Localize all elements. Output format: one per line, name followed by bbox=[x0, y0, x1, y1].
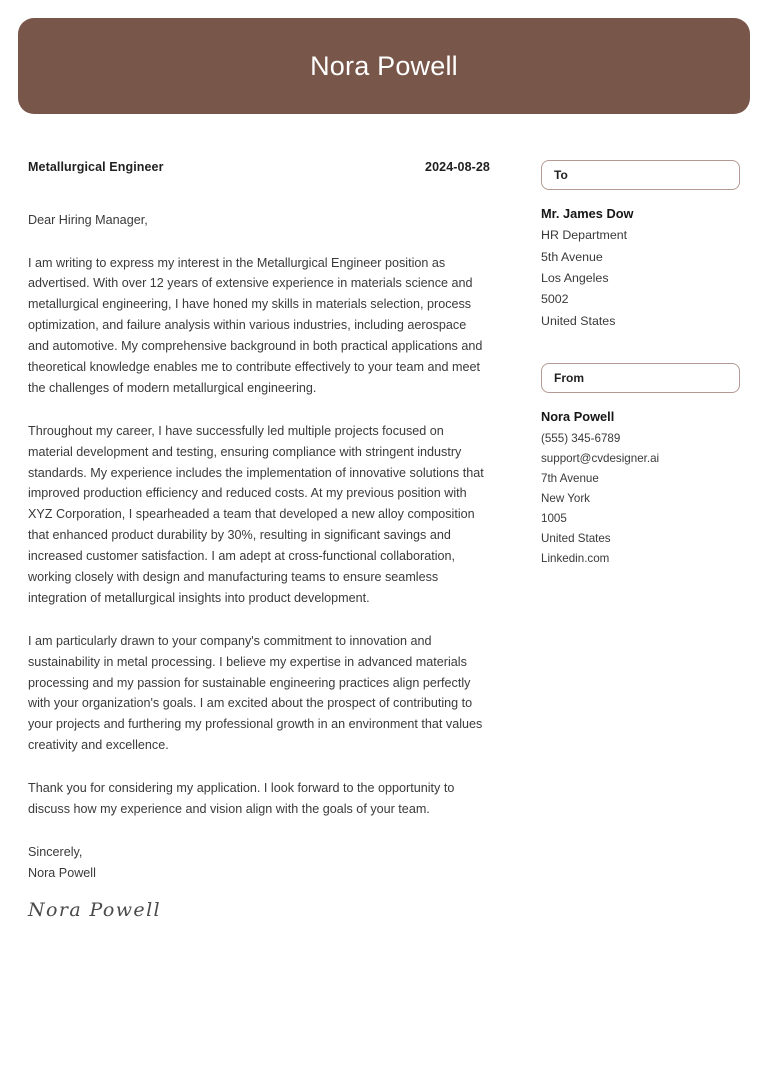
recipient-street: 5th Avenue bbox=[541, 249, 603, 264]
recipient-department: HR Department bbox=[541, 228, 628, 243]
signature: Nora Powell bbox=[28, 898, 162, 921]
sender-street: 7th Avenue bbox=[541, 472, 599, 486]
header-banner bbox=[18, 18, 750, 114]
closing-block bbox=[28, 842, 490, 884]
sender-address-lines bbox=[541, 406, 741, 568]
sender-box bbox=[541, 363, 740, 393]
address-sidebar bbox=[541, 160, 741, 569]
sender-email: support@cvdesigner.ai bbox=[541, 452, 660, 466]
letter-date: 2024-08-28 bbox=[425, 160, 490, 174]
sender-website: Linkedin.com bbox=[541, 551, 610, 565]
candidate-name-title: Nora Powell bbox=[310, 50, 458, 81]
letter-paragraph-3: I am particularly drawn to your company's commitment to innovation and sustainability in metal processing. I believe my expertise in advanced materials processing and my passion for sustainable engineering practices align perfectly with your organization's goals. I am excited about the prospect of contributing to your projects and furthering my professional growth in an environment that values creativity and excellence. bbox=[28, 633, 483, 753]
letter-paragraph-4: Thank you for considering my application. I look forward to the opportunity to discuss how my experience and vision align with the goals of your team. bbox=[28, 781, 455, 816]
recipient-country: United States bbox=[541, 313, 616, 328]
recipient-box bbox=[541, 160, 740, 190]
closing-name: Nora Powell bbox=[28, 865, 96, 880]
recipient-name: Mr. James Dow bbox=[541, 206, 634, 221]
sender-box-label: From bbox=[554, 371, 584, 386]
recipient-address-lines bbox=[541, 203, 741, 332]
recipient-city: Los Angeles bbox=[541, 271, 609, 286]
sender-country: United States bbox=[541, 531, 611, 545]
sender-city: New York bbox=[541, 491, 590, 505]
letter-column bbox=[28, 160, 490, 921]
recipient-box-label: To bbox=[554, 168, 568, 182]
letter-paragraph-2: Throughout my career, I have successfully led multiple projects focused on material development and testing, ensuring compliance with stringent industry standards. My experience includes the implementation of innovative solutions that improved production efficiency and reduced costs. At my previous position with XYZ Corporation, I spearheaded a team that developed a new alloy composition that enhanced product durability by 30%, resulting in significant savings and increased customer satisfaction. I am adept at cross-functional collaboration, working closely with design and manufacturing teams to ensure seamless integration of metallurgical insights into product development. bbox=[28, 423, 484, 605]
sender-postcode: 1005 bbox=[541, 511, 567, 525]
letter-title-row bbox=[28, 160, 490, 178]
sender-section bbox=[541, 363, 741, 568]
sender-phone: (555) 345-6789 bbox=[541, 432, 621, 446]
closing-salutation: Sincerely, bbox=[28, 844, 83, 859]
job-title: Metallurgical Engineer bbox=[28, 160, 164, 174]
recipient-postcode: 5002 bbox=[541, 292, 569, 307]
salutation: Dear Hiring Manager, bbox=[28, 213, 148, 227]
letter-paragraph-1: I am writing to express my interest in the Metallurgical Engineer position as advertised. With over 12 years of extensive experience in materials science and metallurgical engineering, I have honed my skills in materials selection, process optimization, and failure analysis within various industries, including aerospace and automotive. My comprehensive background in both practical applications and theoretical knowledge enables me to contribute effectively to your team and meet the challenges of modern metallurgical engineering. bbox=[28, 255, 483, 395]
sender-name: Nora Powell bbox=[541, 409, 615, 425]
